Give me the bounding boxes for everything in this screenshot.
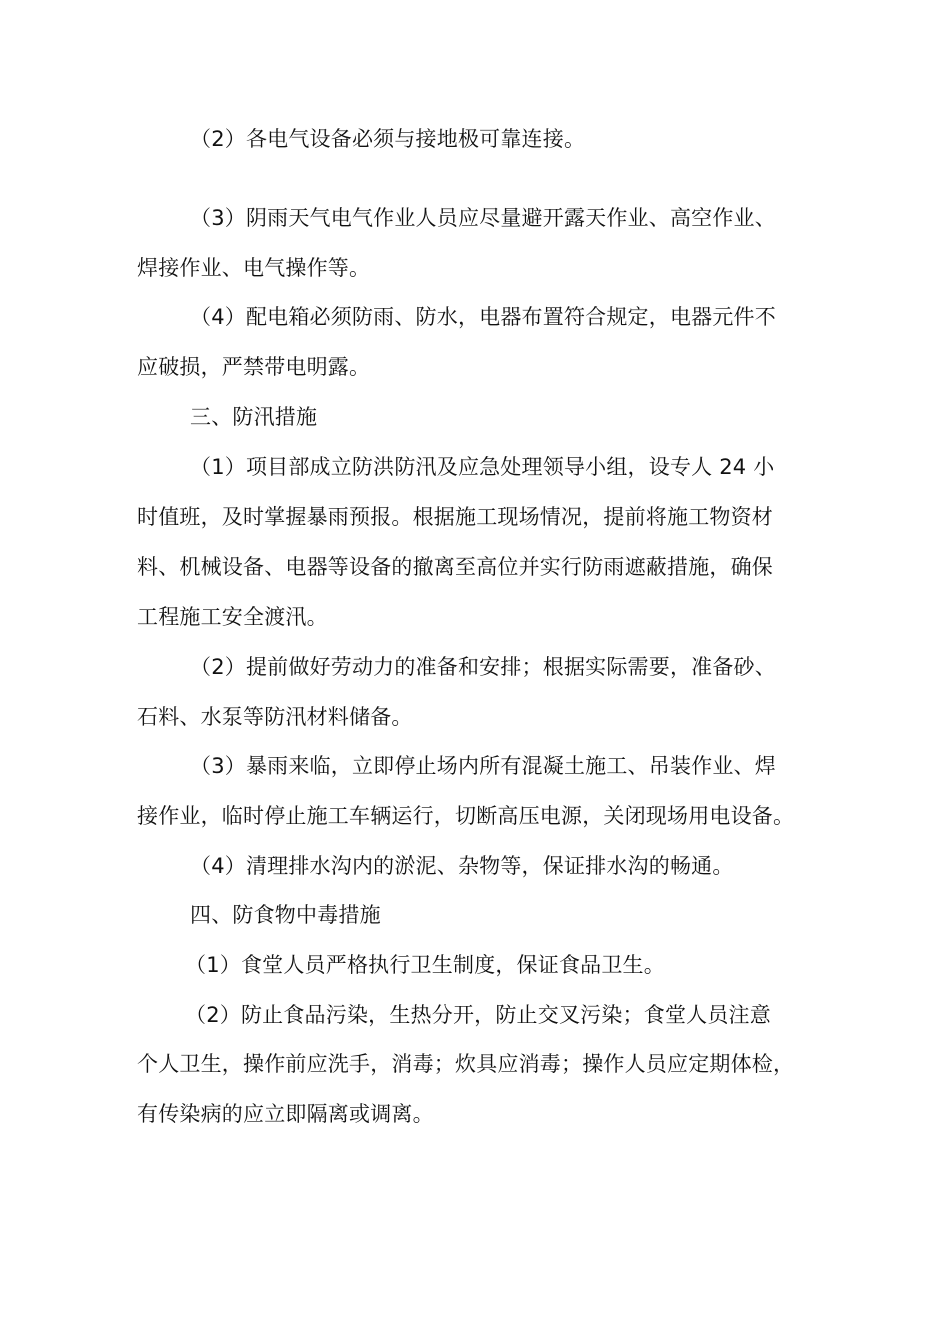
section-heading: 三、防汛措施 xyxy=(190,405,318,429)
paragraph-line: （2）提前做好劳动力的准备和安排；根据实际需要，准备砂、 xyxy=(190,655,776,679)
paragraph-line: （1）食堂人员严格执行卫生制度，保证食品卫生。 xyxy=(185,953,665,977)
paragraph-line: （4）清理排水沟内的淤泥、杂物等，保证排水沟的畅通。 xyxy=(190,854,734,878)
section-heading: 四、防食物中毒措施 xyxy=(190,903,381,927)
paragraph-line: 应破损，严禁带电明露。 xyxy=(137,355,371,379)
paragraph-line: （3）阴雨天气电气作业人员应尽量避开露天作业、高空作业、 xyxy=(190,206,776,230)
paragraph-line: （3）暴雨来临，立即停止场内所有混凝土施工、吊装作业、焊 xyxy=(190,754,776,778)
paragraph-line: 工程施工安全渡汛。 xyxy=(137,605,328,629)
paragraph-line: 接作业，临时停止施工车辆运行，切断高压电源，关闭现场用电设备。 xyxy=(137,804,795,828)
paragraph-line: （2）各电气设备必须与接地极可靠连接。 xyxy=(190,127,586,151)
paragraph-line: 石料、水泵等防汛材料储备。 xyxy=(137,705,413,729)
paragraph-line: （1）项目部成立防洪防汛及应急处理领导小组，设专人 24 小 xyxy=(190,455,775,479)
paragraph-line: （4）配电箱必须防雨、防水，电器布置符合规定，电器元件不 xyxy=(190,305,776,329)
paragraph-line: （2）防止食品污染，生热分开，防止交叉污染；食堂人员注意 xyxy=(185,1003,771,1027)
paragraph-line: 焊接作业、电气操作等。 xyxy=(137,256,371,280)
paragraph-line: 个人卫生，操作前应洗手，消毒；炊具应消毒；操作人员应定期体检， xyxy=(137,1052,795,1076)
paragraph-line: 时值班，及时掌握暴雨预报。根据施工现场情况，提前将施工物资材 xyxy=(137,505,773,529)
paragraph-line: 料、机械设备、电器等设备的撤离至高位并实行防雨遮蔽措施，确保 xyxy=(137,555,773,579)
paragraph-line: 有传染病的应立即隔离或调离。 xyxy=(137,1102,434,1126)
